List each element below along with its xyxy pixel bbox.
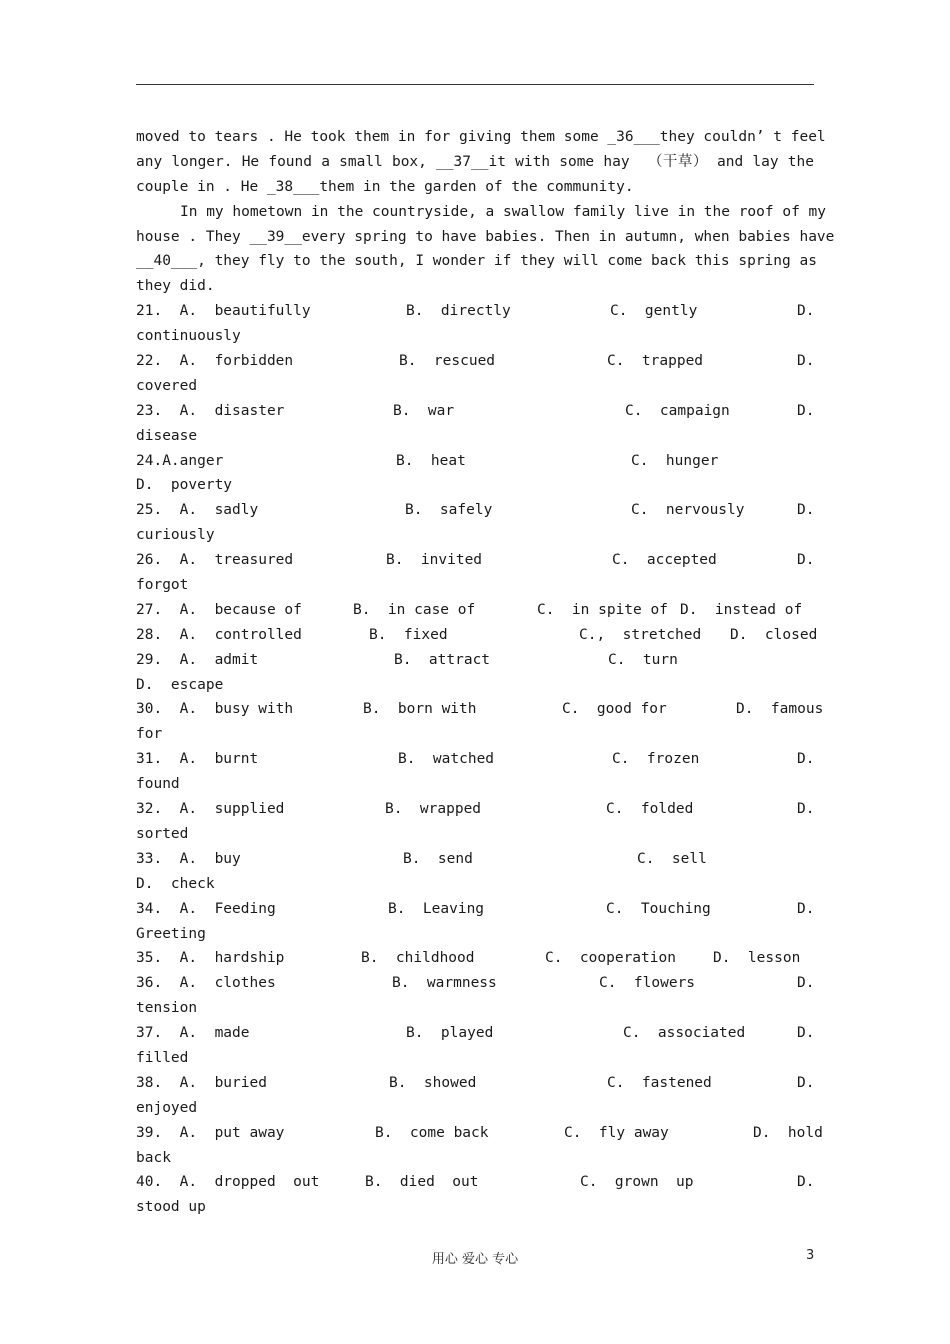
option-b: B. come back xyxy=(375,1124,489,1141)
option-d: D. xyxy=(797,975,815,992)
option-continuation: disease xyxy=(136,427,198,444)
question-row xyxy=(136,946,814,971)
option-c: C. associated xyxy=(623,1025,746,1042)
option-b: B. invited xyxy=(386,552,483,569)
option-c: C. flowers xyxy=(599,975,696,992)
option-continuation: sorted xyxy=(136,825,189,842)
question-row xyxy=(136,648,814,673)
option-a: 33. A. buy xyxy=(136,850,241,867)
question-row xyxy=(136,1121,823,1146)
question-row xyxy=(136,797,814,822)
option-a: 26. A. treasured xyxy=(136,552,294,569)
question-row xyxy=(136,299,814,324)
question-row xyxy=(136,847,814,872)
option-d: D. xyxy=(797,751,815,768)
question-row xyxy=(136,623,818,648)
passage-line: moved to tears . He took them in for giving them some _36___they couldn’ t feel xyxy=(136,129,826,145)
option-c: C., stretched xyxy=(579,626,702,643)
option-a: 27. A. because of xyxy=(136,601,302,618)
option-b: B. born with xyxy=(363,701,477,718)
option-b: B. rescued xyxy=(399,353,496,370)
option-c: C. good for xyxy=(562,701,667,718)
option-b: B. warmness xyxy=(392,975,497,992)
option-b: B. war xyxy=(393,402,455,419)
passage-line: any longer. He found a small box, __37__it with some hay （干草） and lay the xyxy=(136,153,814,170)
option-b: B. childhood xyxy=(361,950,475,967)
option-b: B. fixed xyxy=(369,626,448,643)
option-d: D. famous xyxy=(736,701,824,718)
option-continuation: stood up xyxy=(136,1199,206,1216)
option-continuation: for xyxy=(136,726,163,743)
question-row xyxy=(136,349,814,374)
question-row xyxy=(136,498,814,523)
passage-line: In my hometown in the countryside, a swallow family live in the roof of my xyxy=(180,203,827,220)
option-b: B. died out xyxy=(365,1174,479,1191)
option-d: D. instead of xyxy=(680,601,803,618)
option-a: 30. A. busy with xyxy=(136,701,294,718)
page-number: 3 xyxy=(806,1248,815,1263)
question-row xyxy=(136,697,824,722)
option-d: D. xyxy=(797,552,815,569)
option-c: C. grown up xyxy=(580,1174,694,1191)
question-row xyxy=(136,598,814,623)
question-row xyxy=(136,1071,814,1096)
option-d: D. xyxy=(797,353,815,370)
option-continuation: tension xyxy=(136,1000,198,1017)
option-c: C. frozen xyxy=(612,751,700,768)
option-continuation: D. escape xyxy=(136,676,224,693)
option-continuation: back xyxy=(136,1149,171,1166)
option-continuation: curiously xyxy=(136,527,215,544)
option-a: 29. A. admit xyxy=(136,651,259,668)
option-a: 37. A. made xyxy=(136,1025,250,1042)
question-row xyxy=(136,1170,814,1195)
option-a: 28. A. controlled xyxy=(136,626,302,643)
option-d: D. xyxy=(797,1174,815,1191)
question-row xyxy=(136,747,814,772)
option-d: D. hold xyxy=(753,1124,823,1141)
question-row xyxy=(136,449,814,474)
question-row xyxy=(136,1021,814,1046)
option-a: 22. A. forbidden xyxy=(136,353,294,370)
passage-line: couple in . He _38___them in the garden of the community. xyxy=(136,178,634,195)
footer-text: 用心 爱心 专心 xyxy=(431,1252,519,1267)
option-d: D. lesson xyxy=(713,950,801,967)
option-a: 24.A.anger xyxy=(136,452,224,469)
option-c: C. gently xyxy=(610,303,698,320)
option-b: B. showed xyxy=(389,1074,477,1091)
option-c: C. trapped xyxy=(607,353,704,370)
option-b: B. Leaving xyxy=(388,900,485,917)
option-continuation: found xyxy=(136,776,180,793)
option-b: B. directly xyxy=(406,303,511,320)
passage-line: house . They __39__every spring to have babies. Then in autumn, when babies have xyxy=(136,228,835,245)
option-c: C. in spite of xyxy=(537,601,668,618)
option-c: C. campaign xyxy=(625,402,730,419)
option-c: C. fastened xyxy=(607,1074,712,1091)
option-a: 21. A. beautifully xyxy=(136,303,311,320)
option-b: B. watched xyxy=(398,751,495,768)
question-row xyxy=(136,548,814,573)
option-b: B. send xyxy=(403,850,473,867)
option-c: C. Touching xyxy=(606,900,711,917)
option-d: D. xyxy=(797,402,815,419)
option-c: C. fly away xyxy=(564,1124,669,1141)
option-d: D. xyxy=(797,502,815,519)
option-continuation: D. poverty xyxy=(136,477,233,494)
option-b: B. in case of xyxy=(353,601,476,618)
option-c: C. turn xyxy=(608,651,678,668)
option-a: 38. A. buried xyxy=(136,1074,267,1091)
option-continuation: Greeting xyxy=(136,925,206,942)
option-continuation: enjoyed xyxy=(136,1099,198,1116)
document-body xyxy=(136,125,835,1220)
option-d: D. xyxy=(797,1025,815,1042)
option-c: C. cooperation xyxy=(545,950,676,967)
option-a: 23. A. disaster xyxy=(136,402,285,419)
option-d: D. xyxy=(797,303,815,320)
option-c: C. folded xyxy=(606,801,694,818)
option-c: C. sell xyxy=(637,850,707,867)
question-list xyxy=(136,299,824,1220)
header-rule xyxy=(136,84,814,85)
option-continuation: covered xyxy=(136,377,198,394)
option-b: B. wrapped xyxy=(385,801,482,818)
option-d: D. xyxy=(797,900,815,917)
question-row xyxy=(136,897,814,922)
option-d: D. xyxy=(797,1074,815,1091)
option-a: 35. A. hardship xyxy=(136,950,285,967)
option-a: 39. A. put away xyxy=(136,1124,285,1141)
question-row xyxy=(136,971,814,996)
passage-line: they did. xyxy=(136,278,215,295)
option-b: B. played xyxy=(406,1025,494,1042)
option-c: C. hunger xyxy=(631,452,719,469)
option-c: C. accepted xyxy=(612,552,717,569)
option-a: 36. A. clothes xyxy=(136,975,276,992)
option-a: 34. A. Feeding xyxy=(136,900,276,917)
option-a: 25. A. sadly xyxy=(136,502,259,519)
option-continuation: continuously xyxy=(136,328,241,345)
option-a: 31. A. burnt xyxy=(136,751,259,768)
question-row xyxy=(136,399,814,424)
option-b: B. safely xyxy=(405,502,493,519)
option-continuation: D. check xyxy=(136,875,215,892)
option-b: B. heat xyxy=(396,452,466,469)
option-b: B. attract xyxy=(394,651,491,668)
option-a: 32. A. supplied xyxy=(136,801,285,818)
option-continuation: forgot xyxy=(136,577,189,594)
option-d: D. xyxy=(797,801,815,818)
option-a: 40. A. dropped out xyxy=(136,1174,320,1191)
passage-line: __40___, they fly to the south, I wonder if they will come back this spring as xyxy=(136,253,817,270)
option-continuation: filled xyxy=(136,1049,189,1066)
option-c: C. nervously xyxy=(631,502,745,519)
option-d: D. closed xyxy=(730,626,818,643)
